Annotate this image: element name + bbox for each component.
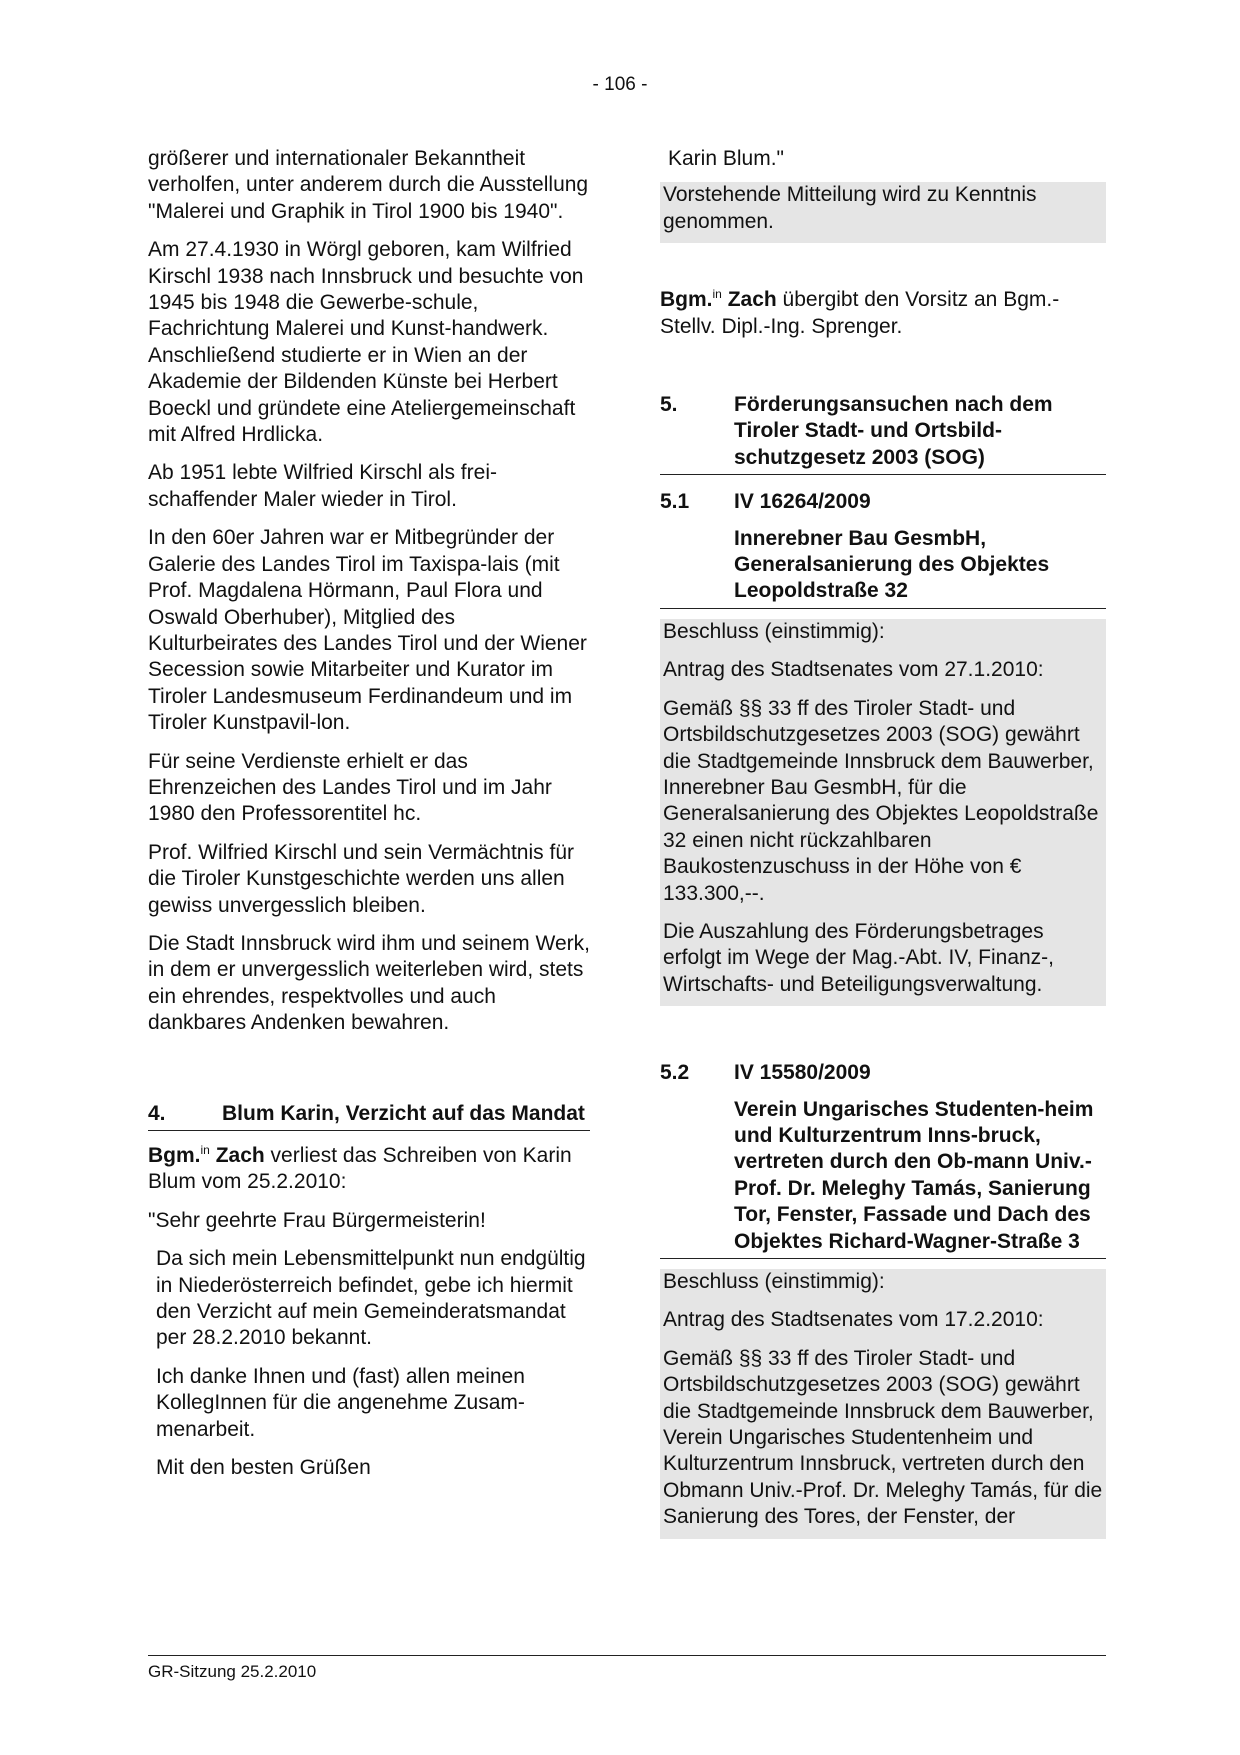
bgm-superscript: in: [200, 1143, 210, 1157]
resolution-text: Gemäß §§ 33 ff des Tiroler Stadt- und Ortsbildschutzgesetzes 2003 (SOG) gewährt die Stadtgemeinde Innsbruck dem Bauwerber, Innerebner Bau GesmbH, für die Generalsanierung des Objektes Leopoldstraße 32 einen nicht rückzahlbaren Baukostenzuschuss in der Höhe von € 133.300,--.: [663, 696, 1099, 905]
paragraph: Die Stadt Innsbruck wird ihm und seinem Werk, in dem er unvergesslich weiterleben wird, stets ein ehrendes, respektvolles und auch dankbares Andenken bewahren.: [148, 931, 590, 1035]
subsection-5-1-heading: [660, 489, 1106, 515]
motion-label: Antrag des Stadtsenates vom 17.2.2010:: [663, 1308, 1044, 1332]
letter-signature: Karin Blum.": [668, 147, 784, 170]
bgm-superscript: in: [712, 287, 722, 302]
notice-box: [660, 182, 1106, 243]
right-column: [660, 146, 1106, 1539]
paragraph: Für seine Verdienste erhielt er das Ehrenzeichen des Landes Tirol und im Jahr 1980 den Professorentitel hc.: [148, 749, 552, 826]
notice-text: Vorstehende Mitteilung wird zu Kenntnis genommen.: [663, 183, 1037, 233]
footer-text: GR-Sitzung 25.2.2010: [148, 1662, 317, 1681]
payment-text: Die Auszahlung des Förderungsbetrages erfolgt im Wege der Mag.-Abt. IV, Finanz-, Wirtschafts- und Beteiligungsverwaltung.: [663, 919, 1055, 996]
subsection-title: Innerebner Bau GesmbH, Generalsanierung des Objektes Leopoldstraße 32: [660, 526, 1106, 609]
paragraph: größerer und internationaler Bekanntheit verholfen, unter anderem durch die Ausstellung "Malerei und Graphik in Tirol 1900 bis 1940".: [148, 147, 589, 223]
paragraph: In den 60er Jahren war er Mitbegründer der Galerie des Landes Tirol im Taxispa-lais (mit Prof. Magdalena Hörmann, Paul Flora und Oswald Oberhuber), Mitglied des Kulturbeirates des Landes Tirol und der Wiener Secession sowie Mitarbeiter und Kurator im Tiroler Landesmuseum Ferdinandeum und im Tiroler Kunstpavil-lon.: [148, 526, 587, 735]
paragraph: Am 27.4.1930 in Wörgl geboren, kam Wilfried Kirschl 1938 nach Innsbruck und besuchte von 1945 bis 1948 die Gewerbe-schule, Fachrichtung Malerei und Kunst-handwerk. Anschließend studierte er in Wien an der Akademie der Bildenden Künste bei Herbert Boeckl und gründete eine Ateliergemeinschaft mit Alfred Hrdlicka.: [148, 238, 584, 447]
resolution-label: Beschluss (einstimmig):: [663, 619, 885, 643]
motion-label: Antrag des Stadtsenates vom 27.1.2010:: [663, 658, 1044, 682]
resolution-text: Gemäß §§ 33 ff des Tiroler Stadt- und Ortsbildschutzgesetzes 2003 (SOG) gewährt die Stadtgemeinde Innsbruck dem Bauwerber, Verein Ungarisches Studentenheim und Kulturzentrum Innsbruck, vertreten durch den Obmann Univ.-Prof. Dr. Meleghy Tamás, für die Sanierung des Tores, der Fenster, der: [663, 1346, 1103, 1529]
mayor-reads-letter: [148, 1143, 590, 1196]
chair-handover: [660, 287, 1106, 340]
section-number: 4.: [148, 1101, 166, 1125]
letter-salutation: "Sehr geehrte Frau Bürgermeisterin!: [148, 1208, 486, 1232]
section-4-heading: [148, 1101, 590, 1131]
letter-paragraph: Da sich mein Lebensmittelpunkt nun endgültig in Niederösterreich befindet, gebe ich hiermit den Verzicht auf mein Gemeinderatsmandat per 28.2.2010 bekannt.: [156, 1247, 586, 1350]
paragraph: Ab 1951 lebte Wilfried Kirschl als frei-schaffender Maler wieder in Tirol.: [148, 461, 497, 511]
bgm-label: Bgm.: [148, 1144, 201, 1167]
footer-divider: [148, 1655, 1106, 1656]
left-column: [148, 146, 590, 1493]
section-title: Blum Karin, Verzicht auf das Mandat: [222, 1101, 585, 1125]
letter-closing: Mit den besten Grüßen: [156, 1456, 371, 1480]
speaker-name: Zach: [215, 1144, 265, 1167]
speaker-name: Zach: [727, 288, 777, 312]
page-number: - 106 -: [592, 74, 648, 95]
statement-text: übergibt den Vorsitz an Bgm.-Stellv. Dipl.-Ing. Sprenger.: [660, 288, 1060, 338]
subsection-5-2-heading: [660, 1060, 1106, 1086]
letter-paragraph: Ich danke Ihnen und (fast) allen meinen KollegInnen für die angenehme Zusam-menarbeit.: [156, 1364, 525, 1441]
statement-text: verliest das Schreiben von Karin Blum vom 25.2.2010:: [148, 1144, 572, 1194]
section-title: Förderungsansuchen nach dem Tiroler Stadt- und Ortsbild-schutzgesetz 2003 (SOG): [734, 393, 1053, 469]
subsection-number: 5.2: [660, 1061, 690, 1085]
bgm-label: Bgm.: [660, 288, 713, 312]
paragraph: Prof. Wilfried Kirschl und sein Vermächtnis für die Tiroler Kunstgeschichte werden uns allen gewiss unvergesslich bleiben.: [148, 840, 574, 917]
section-number: 5.: [660, 393, 678, 417]
file-number: IV 15580/2009: [734, 1061, 871, 1085]
subsection-number: 5.1: [660, 490, 690, 514]
resolution-box: [660, 1269, 1106, 1539]
subsection-title: Verein Ungarisches Studenten-heim und Kulturzentrum Inns-bruck, vertreten durch den Ob-mann Univ.-Prof. Dr. Meleghy Tamás, Sanierung Tor, Fenster, Fassade und Dach des Objektes Richard-Wagner-Straße 3: [660, 1097, 1106, 1259]
resolution-box: [660, 619, 1106, 1006]
file-number: IV 16264/2009: [734, 490, 871, 514]
resolution-label: Beschluss (einstimmig):: [663, 1270, 885, 1293]
section-5-heading: [660, 392, 1106, 475]
